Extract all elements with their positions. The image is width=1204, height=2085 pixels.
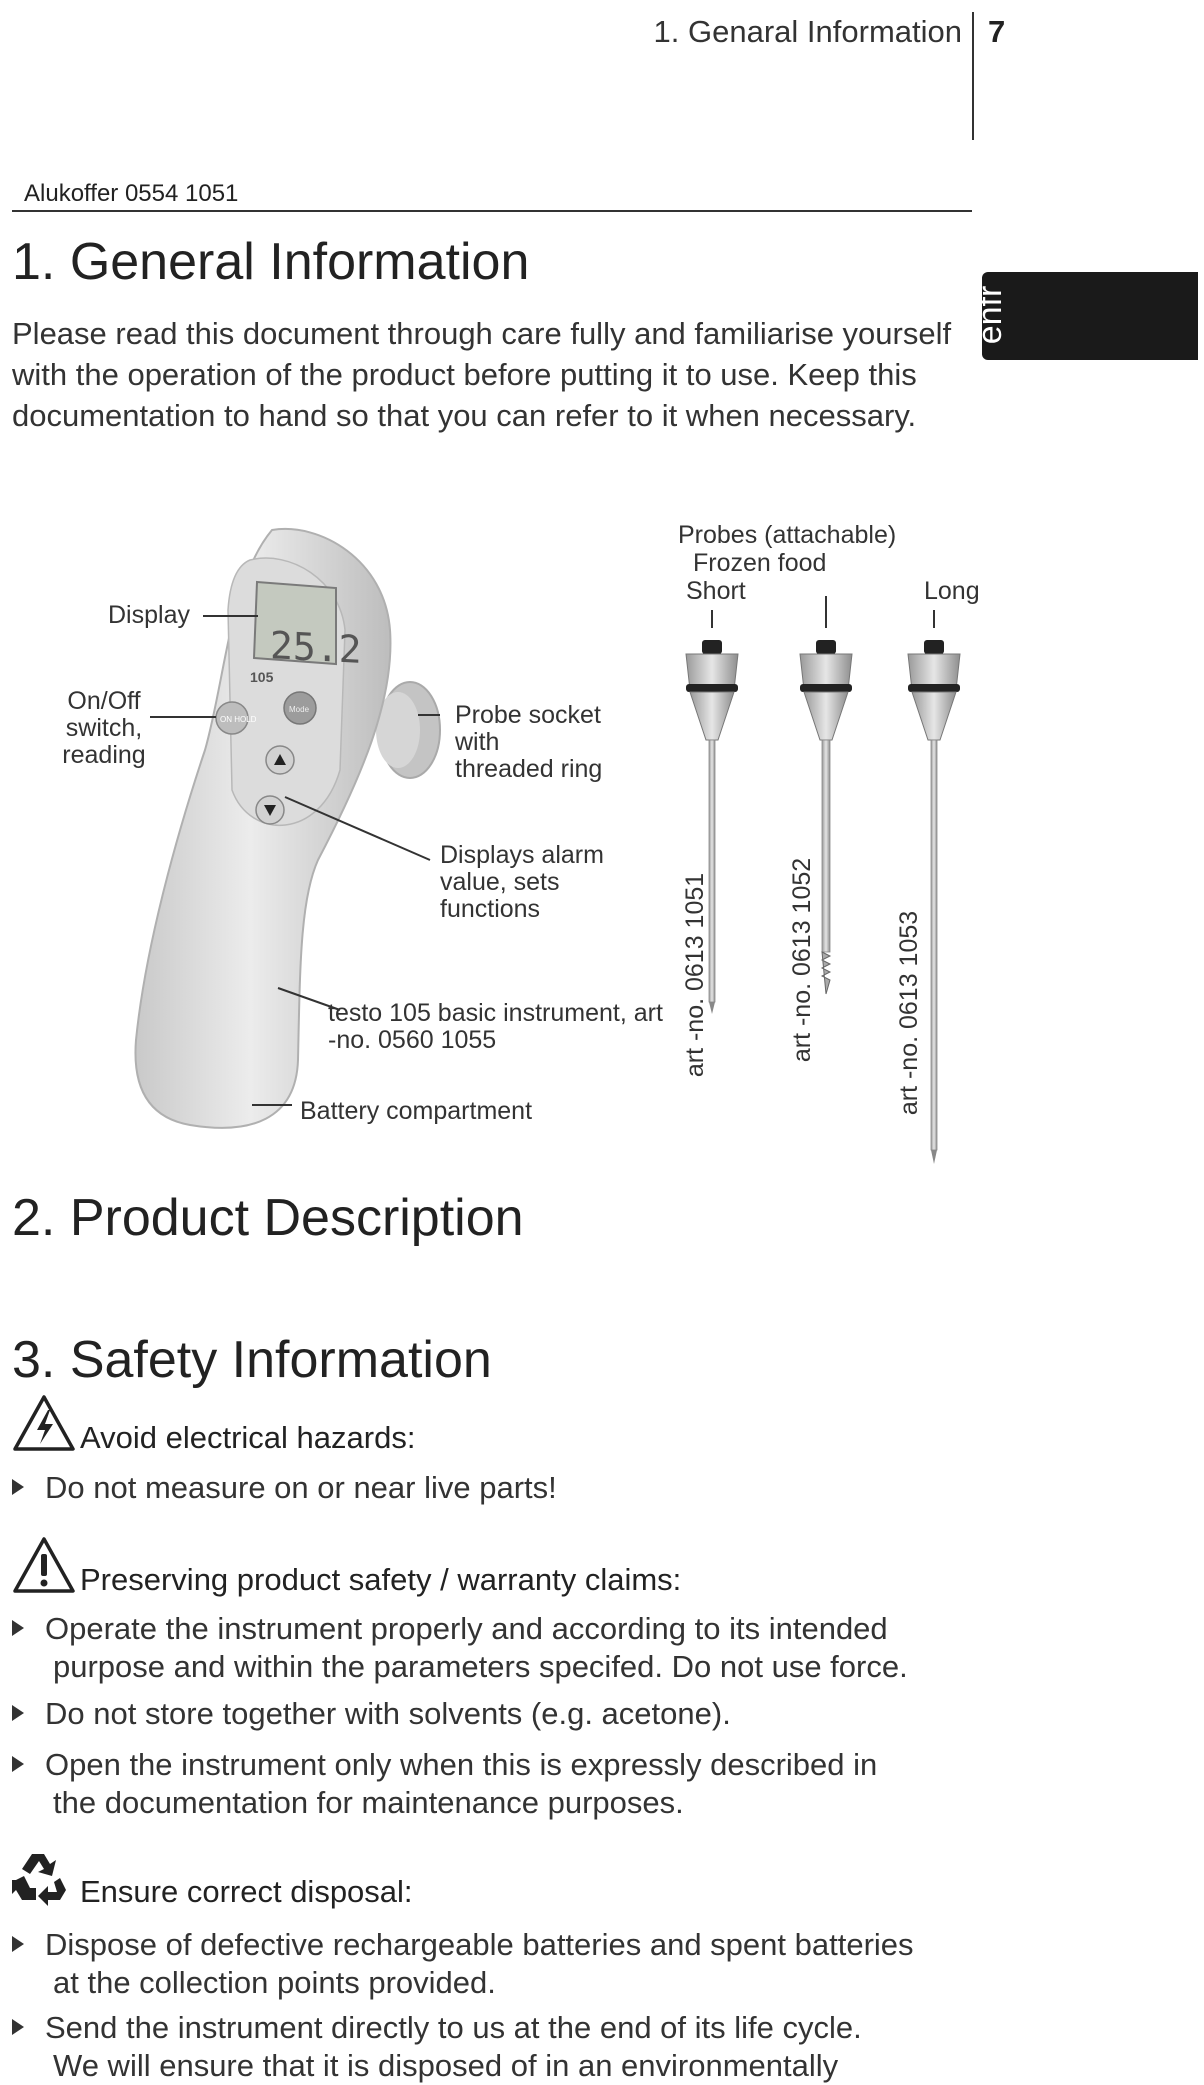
- battery-compartment-label: Battery compartment: [300, 1097, 533, 1125]
- probe-short-label: Short: [686, 577, 746, 605]
- language-tab: [982, 272, 1198, 360]
- probe-long-label: Long: [924, 577, 980, 605]
- instrument-label: testo 105 basic instrument, art -no. 0560 1055: [328, 999, 663, 1054]
- list-item: Send the instrument directly to us at the end of its life cycle. We will ensure that it is disposed of in an environmentally: [12, 2009, 972, 2085]
- warning-icon: [12, 1536, 76, 1594]
- language-tab-label: enfr: [971, 285, 1009, 345]
- alarm-keys-label: Displays alarm value, sets functions: [440, 841, 604, 923]
- display-label: Display: [108, 601, 190, 629]
- bullet-icon: [12, 1479, 24, 1495]
- document-subtitle: Alukoffer 0554 1051: [24, 180, 239, 207]
- model-badge: 105: [250, 669, 274, 685]
- bullet-icon: [12, 1705, 24, 1721]
- intro-paragraph: Please read this document through care fully and familiarise yourself with the operation of the product before putting it to use. Keep this documentation to hand so that you can refer to it when necessary.: [12, 316, 952, 433]
- mode-key-label: Mode: [289, 705, 310, 714]
- recycling-icon: [10, 1850, 68, 1906]
- section-3-title: 3. Safety Information: [12, 1331, 492, 1389]
- electrical-heading: Avoid electrical hazards:: [80, 1420, 416, 1455]
- section-1-title: 1. General Information: [12, 233, 530, 291]
- probe-long-art-number: art -no. 0613 1053: [895, 910, 923, 1116]
- bullet-icon: [12, 1620, 24, 1636]
- bullet-icon: [12, 1936, 24, 1952]
- list-item: Dispose of defective rechargeable batteries and spent batteries at the collection points provided.: [12, 1926, 972, 2002]
- bullet-icon: [12, 1756, 24, 1772]
- probe-frozen-food-label: Frozen food: [693, 549, 827, 577]
- list-item: Open the instrument only when this is expressly described in the documentation for maintenance purposes.: [12, 1746, 972, 1822]
- bullet-icon: [12, 2019, 24, 2035]
- list-item: Do not store together with solvents (e.g. acetone).: [12, 1695, 972, 1735]
- electrical-hazard-icon: [12, 1394, 76, 1452]
- probe-frozen-art-number: art -no. 0613 1052: [788, 857, 816, 1063]
- list-item: Operate the instrument properly and according to its intended purpose and within the parameters specifed. Do not use force.: [12, 1610, 972, 1686]
- probes-title: Probes (attachable): [678, 521, 897, 549]
- display-reading: 25.2: [270, 623, 362, 672]
- onoff-switch-label: On/Off switch, reading: [62, 687, 146, 769]
- onoff-key-label: ON HOLD: [220, 715, 257, 724]
- list-item: Do not measure on or near live parts!: [12, 1469, 972, 1509]
- section-2-title: 2. Product Description: [12, 1189, 524, 1247]
- header-horizontal-rule: [12, 210, 972, 212]
- header-vertical-rule: [972, 12, 974, 140]
- preserving-heading: Preserving product safety / warranty claims:: [80, 1562, 682, 1597]
- probe-socket-label: Probe socket with threaded ring: [455, 701, 603, 783]
- running-header-title: 1. Genaral Information: [653, 14, 962, 49]
- page-number: 7: [988, 14, 1006, 49]
- disposal-heading: Ensure correct disposal:: [80, 1874, 413, 1909]
- probe-short-art-number: art -no. 0613 1051: [681, 872, 709, 1078]
